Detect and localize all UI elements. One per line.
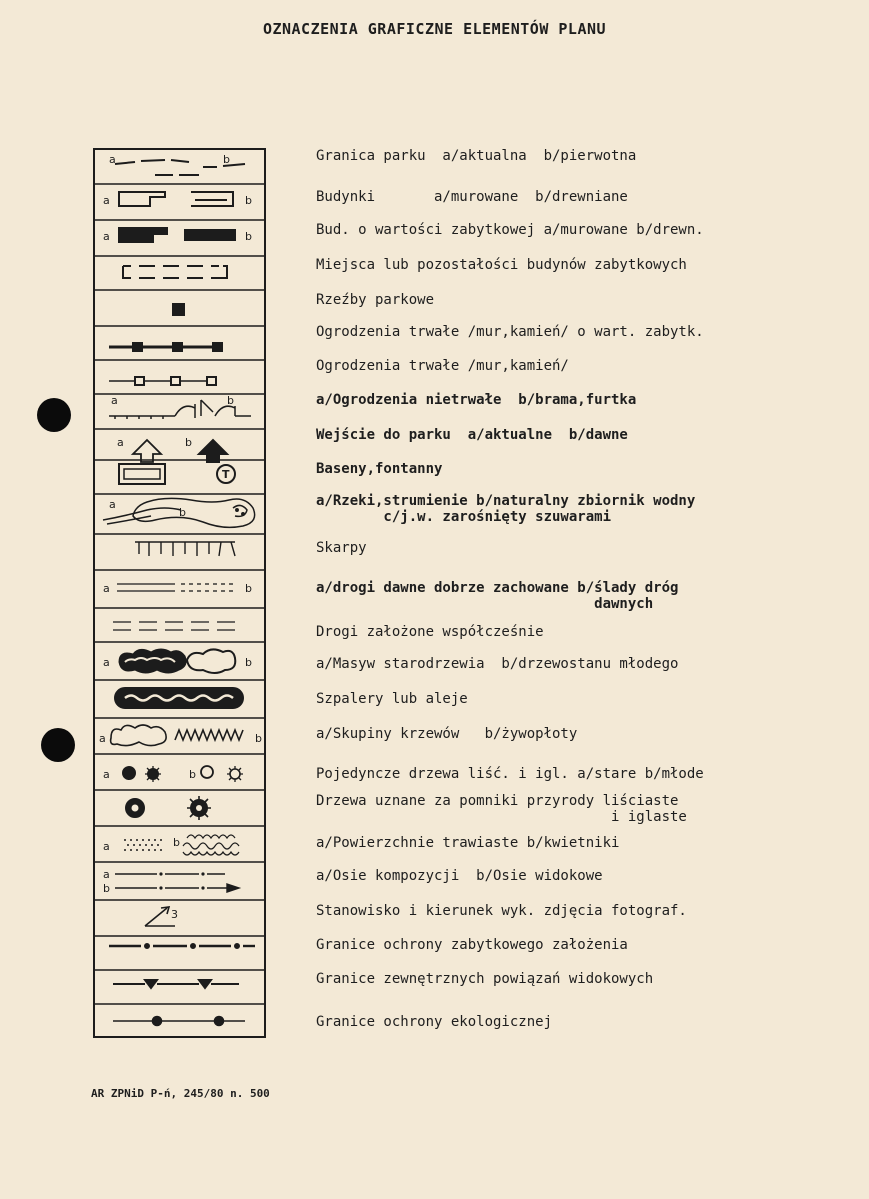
legend-description-line: Budynki a/murowane b/drewniane — [316, 189, 628, 205]
symbol-label: b — [245, 582, 252, 595]
symbol-label: a — [103, 194, 110, 207]
legend-description-line: a/Skupiny krzewów b/żywopłoty — [316, 726, 578, 742]
symbol-label: a — [99, 732, 106, 745]
legend-description-line: Miejsca lub pozostałości budynów zabytkowych — [316, 257, 687, 273]
symbol-label: a — [103, 656, 110, 669]
legend-description-line: Rzeźby parkowe — [316, 292, 435, 308]
legend-description-line: Granica parku a/aktualna b/pierwotna — [316, 148, 637, 164]
legend-description-line: Ogrodzenia trwałe /mur,kamień/ — [316, 358, 569, 374]
legend-description-line: Granice ochrony ekologicznej — [316, 1014, 553, 1030]
symbol-label: 3 — [171, 908, 178, 921]
symbol-label: b — [255, 732, 262, 745]
legend-description-line: Szpalery lub aleje — [316, 691, 468, 707]
archive-reference: AR ZPNiD P-ń, 245/80 n. 500 — [91, 1087, 270, 1100]
legend-description-line: c/j.w. zarośnięty szuwarami — [316, 509, 612, 525]
legend-description-line: a/Masyw starodrzewia b/drzewostanu młodego — [316, 656, 679, 672]
symbol-label: b — [103, 882, 110, 895]
legend-description-line: Drzewa uznane za pomniki przyrody liściaste — [316, 793, 679, 809]
legend-description-line: a/drogi dawne dobrze zachowane b/ślady dróg — [316, 580, 679, 596]
symbol-label: b — [245, 230, 252, 243]
symbol-label: a — [111, 394, 118, 407]
legend-description-line: a/Rzeki,strumienie b/naturalny zbiornik wodny — [316, 493, 696, 509]
legend-description-line: Granice zewnętrznych powiązań widokowych — [316, 971, 654, 987]
symbol-label: a — [109, 498, 116, 511]
symbol-label: a — [117, 436, 124, 449]
symbol-label: a — [109, 153, 116, 166]
legend-description-line: a/Powierzchnie trawiaste b/kwietniki — [316, 835, 620, 851]
symbol-label: b — [185, 436, 192, 449]
legend-description-line: Pojedyncze drzewa liść. i igl. a/stare b/młode — [316, 766, 704, 782]
legend-description-line: Bud. o wartości zabytkowej a/murowane b/drewn. — [316, 222, 704, 238]
symbol-label: b — [179, 506, 186, 519]
legend-description-line: a/Osie kompozycji b/Osie widokowe — [316, 868, 603, 884]
legend-description-line: Ogrodzenia trwałe /mur,kamień/ o wart. zabytk. — [316, 324, 704, 340]
symbol-label: b — [245, 656, 252, 669]
svg-text:T: T — [222, 468, 230, 481]
symbol-label: b — [223, 153, 230, 166]
symbol-label: a — [103, 868, 110, 881]
symbol-label: a — [103, 768, 110, 781]
legend-description-line: dawnych — [316, 596, 654, 612]
legend-description-line: Wejście do parku a/aktualne b/dawne — [316, 427, 628, 443]
page-title: OZNACZENIA GRAFICZNE ELEMENTÓW PLANU — [262, 20, 607, 38]
symbol-label: a — [103, 582, 110, 595]
legend-description-line: Stanowisko i kierunek wyk. zdjęcia fotograf. — [316, 903, 687, 919]
symbol-label: a — [103, 230, 110, 243]
legend-description-line: a/Ogrodzenia nietrwałe b/brama,furtka — [316, 392, 637, 408]
symbol-label: b — [245, 194, 252, 207]
symbol-label: b — [189, 768, 196, 781]
legend-description-line: i iglaste — [316, 809, 687, 825]
legend-description-line: Skarpy — [316, 540, 367, 556]
symbol-label: b — [227, 394, 234, 407]
legend-description-line: Baseny,fontanny — [316, 461, 443, 477]
legend-description-line: Drogi założone współcześnie — [316, 624, 544, 640]
legend-description-line: Granice ochrony zabytkowego założenia — [316, 937, 628, 953]
symbol-label: a — [103, 840, 110, 853]
symbol-label: b — [173, 836, 180, 849]
